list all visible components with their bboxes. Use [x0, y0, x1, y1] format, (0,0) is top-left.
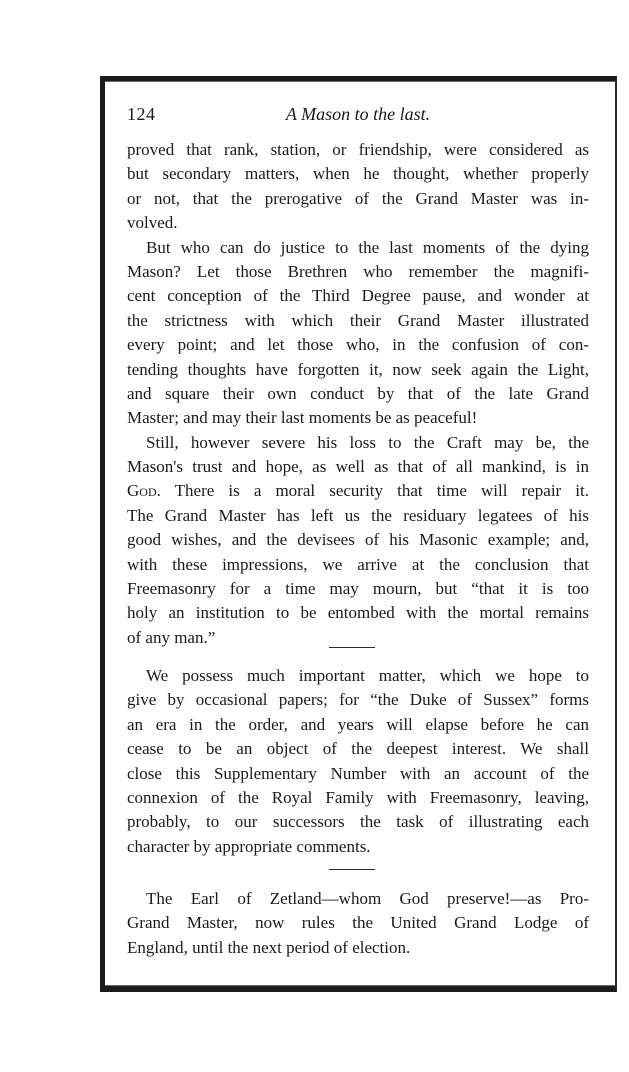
text-line: but secondary matters, when he thought, whether properly [127, 164, 589, 184]
text-line: the strictness with which their Grand Master illustrated [127, 310, 589, 330]
text-line: England, until the next period of election. [127, 937, 411, 957]
text-line: or not, that the prerogative of the Grand Master was in- [127, 188, 589, 208]
text-line: every point; and let those who, in the confusion of con- [127, 335, 589, 355]
text-line: an era in the order, and years will elapse before he can [127, 714, 589, 734]
page-number: 124 [127, 104, 156, 124]
section-rule [329, 869, 375, 870]
running-title: A Mason to the last. [285, 104, 431, 124]
paragraph-4 [127, 664, 589, 859]
text-line: character by appropriate comments. [127, 836, 371, 856]
text-line: cease to be an object of the deepest interest. We shall [127, 739, 589, 759]
text-line: Mason's trust and hope, as well as that of all mankind, is in [127, 457, 589, 477]
text-line: Still, however severe his loss to the Craft may be, the [146, 432, 589, 452]
text-line: We possess much important matter, which we hope to [146, 666, 589, 685]
paragraph-1 [127, 138, 589, 236]
text-line: Master; and may their last moments be as peaceful! [127, 408, 478, 428]
text-line: close this Supplementary Number with an account of the [127, 763, 589, 783]
text-line: But who can do justice to the last moments of the dying [146, 237, 589, 257]
body-text [127, 138, 589, 650]
text-line: Freemasonry for a time may mourn, but “that it is too [127, 579, 589, 599]
text-line: proved that rank, station, or friendship, were considered as [127, 140, 589, 159]
text-fragment: . There is a moral security that time will repair it. [156, 481, 589, 501]
text-line: tending thoughts have forgotten it, now seek again the Light, [127, 359, 589, 379]
text-line: holy an institution to be entombed with the mortal remains [127, 603, 589, 623]
section-rule [329, 647, 375, 648]
text-line: give by occasional papers; for “the Duke of Sussex” forms [127, 690, 589, 710]
paragraph-2 [127, 236, 589, 431]
text-line: good wishes, and the devisees of his Masonic example; and, [127, 530, 589, 550]
paragraph-5 [127, 887, 589, 960]
text-line: and square their own conduct by that of the late Grand [127, 383, 589, 403]
running-head [127, 104, 589, 130]
text-line: connexion of the Royal Family with Freemasonry, leaving, [127, 787, 589, 807]
text-line: cent conception of the Third Degree pause, and wonder at [127, 286, 589, 306]
small-caps-god: God [127, 481, 157, 501]
text-line: probably, to our successors the task of illustrating each [127, 812, 589, 832]
body-text-2 [127, 664, 589, 859]
text-line: The Grand Master has left us the residuary legatees of his [127, 505, 589, 525]
text-line: Mason? Let those Brethren who remember the magnifi- [127, 261, 589, 281]
text-line: The Earl of Zetland—whom God preserve!—as Pro- [146, 889, 589, 908]
body-text-3 [127, 887, 589, 960]
text-line: Grand Master, now rules the United Grand Lodge of [127, 913, 589, 933]
text-line: with these impressions, we arrive at the conclusion that [127, 554, 589, 574]
paragraph-3 [127, 431, 589, 651]
text-line: of any man.” [127, 627, 216, 647]
text-line: volved. [127, 213, 178, 233]
text-line [127, 479, 589, 503]
